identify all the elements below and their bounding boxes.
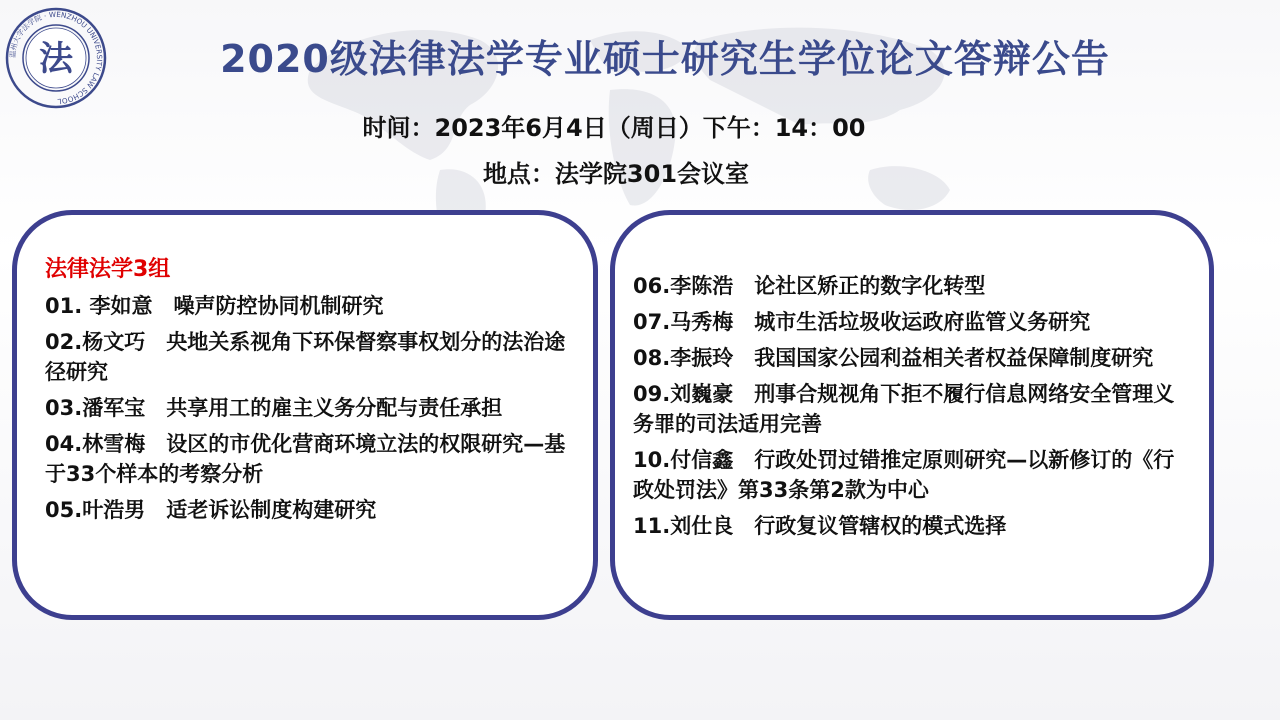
list-item: 09.刘巍豪 刑事合规视角下拒不履行信息网络安全管理义务罪的司法适用完善	[633, 382, 1175, 436]
left-panel	[12, 210, 598, 620]
list-item: 10.付信鑫 行政处罚过错推定原则研究—以新修订的《行政处罚法》第33条第2款为中心	[633, 448, 1175, 502]
group-title: 法律法学3组	[45, 257, 171, 282]
list-item: 06.李陈浩 论社区矫正的数字化转型	[633, 274, 986, 298]
list-item: 01. 李如意 噪声防控协同机制研究	[45, 294, 384, 318]
list-item: 02.杨文巧 央地关系视角下环保督察事权划分的法治途径研究	[45, 330, 566, 384]
list-item: 04.林雪梅 设区的市优化营商环境立法的权限研究—基于33个样本的考察分析	[45, 432, 566, 486]
defense-location: 地点：法学院301会议室	[482, 160, 750, 188]
logo-emblem-char: 法	[39, 39, 73, 79]
defense-time: 时间：2023年6月4日（周日）下午：14：00	[362, 114, 866, 142]
right-panel	[610, 210, 1214, 620]
logo-ring-text: 温州大学法学院 · WENZHOU UNIVERSITY LAW SCHOOL	[7, 9, 105, 107]
law-school-logo	[4, 6, 108, 110]
list-item: 08.李振玲 我国国家公园利益相关者权益保障制度研究	[633, 346, 1154, 370]
list-item: 07.马秀梅 城市生活垃圾收运政府监管义务研究	[633, 310, 1091, 334]
list-item: 05.叶浩男 适老诉讼制度构建研究	[45, 498, 377, 522]
page-title: 2020级法律法学专业硕士研究生学位论文答辩公告	[220, 37, 1110, 81]
list-item: 11.刘仕良 行政复议管辖权的模式选择	[633, 514, 1007, 538]
list-item: 03.潘军宝 共享用工的雇主义务分配与责任承担	[45, 396, 503, 420]
